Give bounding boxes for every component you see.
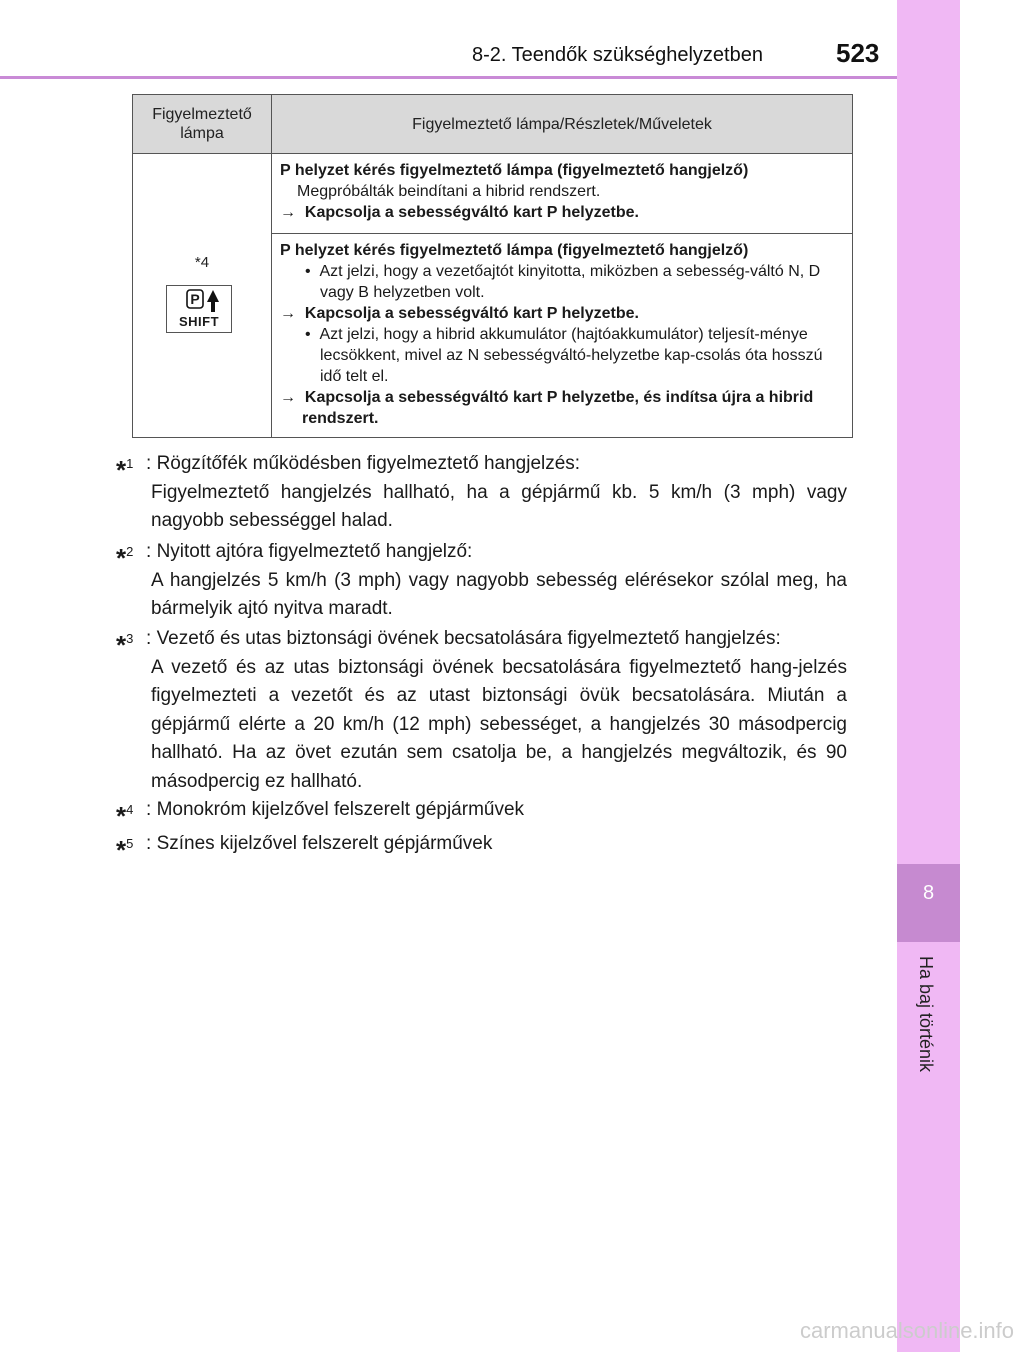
row1-title: P helyzet kérés figyelmeztető lámpa (figyelmeztető hangjelző) [280, 162, 749, 179]
chapter-number: 8 [922, 882, 935, 904]
lamp-footnote-ref: *4 [194, 253, 210, 271]
footnote-5: *$^5$ : Színes kijelzővel felszerelt gépjárművek [116, 833, 493, 865]
footnote-1: *$^1$ : Rögzítőfék működésben figyelmeztető hangjelzés: Figyelmeztető hangjelzés hallható, ha a gépjármű kb. 5 km/h (3 mph) vagy nagyobb sebességgel halad. [116, 453, 847, 531]
section-title: 8-2. Teendők szükséghelyzetben [472, 44, 763, 66]
row2-action1: → Kapcsolja a sebességváltó kart P helyzetbe. [280, 305, 639, 322]
footnote-3: *$^3$ : Vezető és utas biztonsági övének becsatolására figyelmeztető hangjelzés: A vezető és az utas biztonsági övének becsatolására figyelmeztető hang-jelzés figyelmezteti a vezetőt és az utast biztonsági övük becsatolására. Miután a gépjármű elérte a 20 km/h (12 mph) sebességet, a hangjelzés 30 másodpercig hallható. Ha az övet ezután sem csatolja be, a hangjelzés megváltozik, és 90 másodpercig ez hallható. [116, 628, 847, 792]
row2-bullet2: • Azt jelzi, hogy a hibrid akkumulátor (hajtóakkumulátor) teljesít-ménye lecsökkent, mivel az N sebességváltó-helyzetbe kap-csolás óta hosszú idő telt el. [305, 326, 823, 385]
row2-action2: → Kapcsolja a sebességváltó kart P helyzetbe, és indítsa újra a hibrid rendszert. [280, 389, 814, 427]
footnote-4: *$^4$ : Monokróm kijelzővel felszerelt gépjárművek [116, 799, 525, 831]
col-header-lamp: Figyelmeztető lámpa [133, 95, 272, 154]
footnote-2: *$^2$ : Nyitott ajtóra figyelmeztető hangjelző: A hangjelzés 5 km/h (3 mph) vagy nagyobb sebesség elérésekor szólal meg, ha bármelyik ajtó nyitva maradt. [116, 541, 847, 619]
warning-table [132, 94, 853, 438]
row1-action: → Kapcsolja a sebességváltó kart P helyzetbe. [280, 204, 639, 221]
row1-description: Megpróbálták beindítani a hibrid rendszert. [297, 183, 601, 200]
page-number: 523 [836, 38, 880, 68]
header-divider [0, 76, 897, 79]
table-row [133, 154, 853, 234]
row2-details [272, 234, 853, 438]
lamp-cell [133, 154, 272, 438]
row2-title: P helyzet kérés figyelmeztető lámpa (figyelmeztető hangjelző) [280, 242, 749, 259]
p-shift-warning-icon [166, 285, 232, 333]
row1-details [272, 154, 853, 234]
chapter-side-tab [897, 0, 960, 1352]
chapter-label: Ha baj történik [916, 956, 936, 1073]
shift-text: SHIFT [178, 313, 220, 329]
watermark: carmanualsonline.info [800, 1318, 1014, 1343]
row2-bullet1: • Azt jelzi, hogy a vezetőajtót kinyitotta, miközben a sebesség-váltó N, D vagy B helyzetben volt. [305, 263, 821, 301]
p-letter: P [190, 290, 200, 307]
table-header-row [133, 95, 853, 154]
col-header-details: Figyelmeztető lámpa/Részletek/Műveletek [272, 95, 853, 154]
